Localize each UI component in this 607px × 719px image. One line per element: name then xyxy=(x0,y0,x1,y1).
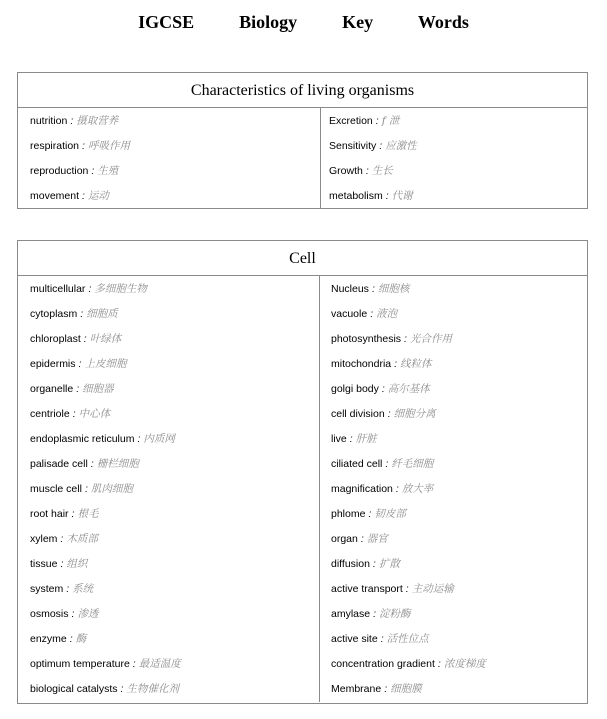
term-row xyxy=(320,277,587,302)
term-separator: : xyxy=(349,433,353,445)
term-english: cytoplasm xyxy=(30,308,78,320)
left-column xyxy=(18,108,321,209)
term-separator: : xyxy=(394,358,398,370)
term-translation: 放大率 xyxy=(401,483,434,495)
term-english: endoplasmic reticulum xyxy=(30,433,135,445)
term-separator: : xyxy=(82,140,85,152)
term-english: biological catalysts xyxy=(30,683,118,695)
section-heading: Cell xyxy=(18,241,587,276)
term-translation: 内质网 xyxy=(143,433,175,445)
term-separator: : xyxy=(91,165,95,177)
term-english: diffusion xyxy=(331,558,370,570)
term-translation: 细胞器 xyxy=(82,383,114,395)
term-separator: : xyxy=(381,383,385,395)
term-english: magnification xyxy=(331,483,393,495)
term-english: photosynthesis xyxy=(331,333,402,345)
term-row xyxy=(320,427,587,452)
term-separator: : xyxy=(368,508,372,520)
term-translation: 纤毛细胞 xyxy=(391,458,434,470)
term-row xyxy=(18,277,319,302)
term-translation: f 泄 xyxy=(381,115,400,127)
term-separator: : xyxy=(69,633,73,645)
term-translation: 栅栏细胞 xyxy=(96,458,139,470)
term-separator: : xyxy=(120,683,124,695)
term-separator: : xyxy=(66,583,70,595)
term-separator: : xyxy=(437,658,441,670)
term-row xyxy=(18,452,319,477)
term-row xyxy=(320,552,587,577)
section-characteristics xyxy=(17,72,588,209)
term-translation: 扩散 xyxy=(378,558,400,570)
term-translation: 中心体 xyxy=(78,408,111,420)
left-column xyxy=(18,276,320,702)
term-english: active site xyxy=(331,633,378,645)
term-row xyxy=(18,502,319,527)
section-heading: Characteristics of living organisms xyxy=(18,73,587,108)
term-separator: : xyxy=(83,333,87,345)
term-separator: : xyxy=(371,283,375,295)
term-translation: 器官 xyxy=(366,533,388,545)
term-row xyxy=(321,184,587,209)
term-row xyxy=(18,402,319,427)
term-english: concentration gradient xyxy=(331,658,435,670)
term-english: vacuole xyxy=(331,308,368,320)
term-english: Nucleus xyxy=(331,283,369,295)
term-translation: 上皮细胞 xyxy=(84,358,127,370)
term-translation: 酶 xyxy=(75,633,87,645)
term-row xyxy=(18,602,319,627)
term-english: golgi body xyxy=(331,383,379,395)
term-english: tissue xyxy=(30,558,58,570)
term-english: epidermis xyxy=(30,358,76,370)
term-translation: 叶绿体 xyxy=(89,333,122,345)
term-separator: : xyxy=(385,458,389,470)
term-separator: : xyxy=(132,658,136,670)
page-title: IGCSE Biology Key Words xyxy=(138,12,469,32)
term-translation: 多细胞生物 xyxy=(94,283,147,295)
term-english: root hair xyxy=(30,508,69,520)
term-english: active transport xyxy=(331,583,403,595)
term-translation: 活性位点 xyxy=(386,633,429,645)
term-translation: 最适温度 xyxy=(138,658,181,670)
term-english: osmosis xyxy=(30,608,69,620)
term-row xyxy=(320,377,587,402)
right-column xyxy=(321,108,587,209)
term-translation: 应激性 xyxy=(385,140,417,152)
term-translation: 液泡 xyxy=(376,308,398,320)
term-separator: : xyxy=(88,283,92,295)
term-english: optimum temperature xyxy=(30,658,130,670)
term-row xyxy=(320,302,587,327)
term-english: metabolism xyxy=(329,190,383,202)
term-translation: 渗透 xyxy=(77,608,99,620)
term-separator: : xyxy=(395,483,399,495)
term-separator: : xyxy=(60,533,64,545)
term-english: Growth xyxy=(329,165,363,177)
term-translation: 生殖 xyxy=(97,165,119,177)
term-translation: 组织 xyxy=(66,558,88,570)
term-separator: : xyxy=(387,408,391,420)
term-english: mitochondria xyxy=(331,358,392,370)
term-separator: : xyxy=(384,683,388,695)
term-separator: : xyxy=(78,358,82,370)
term-separator: : xyxy=(90,458,94,470)
term-row xyxy=(18,184,320,209)
term-translation: 线粒体 xyxy=(400,358,432,370)
term-translation: 淀粉酶 xyxy=(379,608,411,620)
term-english: amylase xyxy=(331,608,371,620)
term-translation: 呼吸作用 xyxy=(87,140,130,152)
term-separator: : xyxy=(70,115,74,127)
term-separator: : xyxy=(405,583,409,595)
term-translation: 肝脏 xyxy=(355,433,377,445)
term-separator: : xyxy=(373,608,377,620)
right-column xyxy=(320,276,587,702)
term-english: Sensitivity xyxy=(329,140,377,152)
term-english: nutrition xyxy=(30,115,68,127)
term-english: system xyxy=(30,583,64,595)
term-row xyxy=(18,134,320,159)
term-english: cell division xyxy=(331,408,385,420)
term-english: organ xyxy=(331,533,358,545)
term-translation: 肌肉细胞 xyxy=(90,483,133,495)
term-translation: 系统 xyxy=(72,583,94,595)
term-separator: : xyxy=(365,165,369,177)
term-separator: : xyxy=(360,533,364,545)
term-translation: 韧皮部 xyxy=(374,508,406,520)
term-row xyxy=(320,402,587,427)
term-row xyxy=(18,577,319,602)
term-row xyxy=(320,477,587,502)
term-row xyxy=(321,159,587,184)
term-row xyxy=(320,602,587,627)
term-separator: : xyxy=(71,608,75,620)
term-english: organelle xyxy=(30,383,74,395)
term-separator: : xyxy=(84,483,88,495)
term-translation: 细胞分离 xyxy=(393,408,436,420)
term-separator: : xyxy=(372,558,376,570)
term-english: muscle cell xyxy=(30,483,82,495)
term-row xyxy=(18,302,319,327)
term-row xyxy=(320,527,587,552)
term-separator: : xyxy=(60,558,64,570)
term-separator: : xyxy=(137,433,141,445)
term-translation: 生物催化剂 xyxy=(126,683,179,695)
term-row xyxy=(320,627,587,652)
term-row xyxy=(18,159,320,184)
term-english: centriole xyxy=(30,408,70,420)
term-english: Excretion xyxy=(329,115,373,127)
term-separator: : xyxy=(72,408,76,420)
term-english: multicellular xyxy=(30,283,86,295)
term-english: respiration xyxy=(30,140,80,152)
term-translation: 细胞膜 xyxy=(390,683,422,695)
term-translation: 浓度梯度 xyxy=(443,658,486,670)
section-columns xyxy=(18,276,587,702)
term-separator: : xyxy=(76,383,80,395)
term-translation: 摄取营养 xyxy=(76,115,119,127)
term-row xyxy=(18,552,319,577)
term-separator: : xyxy=(82,190,85,202)
term-translation: 根毛 xyxy=(77,508,99,520)
term-english: chloroplast xyxy=(30,333,81,345)
term-row xyxy=(320,352,587,377)
term-row xyxy=(320,652,587,677)
term-translation: 主动运输 xyxy=(411,583,454,595)
term-row xyxy=(18,427,319,452)
section-columns xyxy=(18,108,587,209)
term-separator: : xyxy=(370,308,374,320)
term-translation: 细胞质 xyxy=(86,308,118,320)
term-separator: : xyxy=(80,308,84,320)
term-separator: : xyxy=(379,140,383,152)
term-row xyxy=(321,109,587,134)
term-english: reproduction xyxy=(30,165,89,177)
term-row xyxy=(18,677,319,702)
term-english: Membrane xyxy=(331,683,382,695)
term-translation: 细胞核 xyxy=(377,283,410,295)
term-english: phlome xyxy=(331,508,366,520)
term-translation: 运动 xyxy=(87,190,109,202)
term-row xyxy=(18,477,319,502)
term-english: ciliated cell xyxy=(331,458,383,470)
section-cell xyxy=(17,240,588,704)
term-row xyxy=(18,652,319,677)
term-translation: 木质部 xyxy=(66,533,98,545)
term-separator: : xyxy=(375,115,379,127)
term-separator: : xyxy=(71,508,75,520)
term-english: enzyme xyxy=(30,633,67,645)
term-english: xylem xyxy=(30,533,58,545)
term-row xyxy=(320,502,587,527)
term-row xyxy=(321,134,587,159)
term-translation: 生长 xyxy=(371,165,393,177)
term-row xyxy=(18,627,319,652)
term-row xyxy=(18,109,320,134)
term-row xyxy=(320,327,587,352)
term-english: movement xyxy=(30,190,80,202)
term-row xyxy=(18,352,319,377)
term-row xyxy=(18,327,319,352)
term-separator: : xyxy=(385,190,389,202)
term-row xyxy=(18,377,319,402)
term-translation: 高尔基体 xyxy=(387,383,430,395)
term-row xyxy=(320,677,587,702)
term-english: palisade cell xyxy=(30,458,88,470)
term-separator: : xyxy=(404,333,407,345)
term-translation: 光合作用 xyxy=(409,333,452,345)
term-row xyxy=(320,452,587,477)
term-english: live xyxy=(331,433,347,445)
term-row xyxy=(320,577,587,602)
term-separator: : xyxy=(380,633,384,645)
term-translation: 代谢 xyxy=(391,190,413,202)
term-row xyxy=(18,527,319,552)
